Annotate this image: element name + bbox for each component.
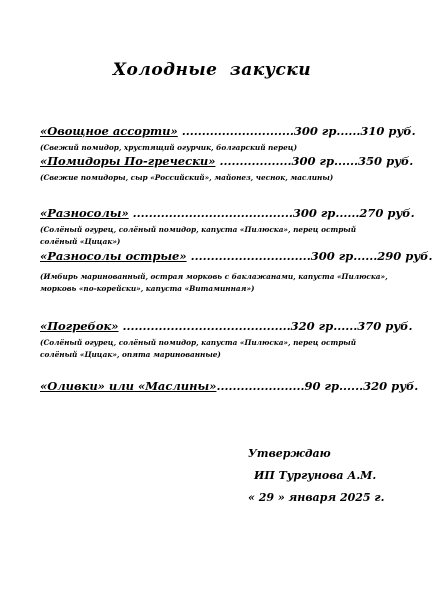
menu-item-dots: ........................................ [128,206,293,220]
menu-item-line [40,206,415,220]
menu-item-description: (Свежий помидор, хрустящий огурчик, болгарский перец) [40,143,298,152]
approval-label: Утверждаю [248,447,331,460]
menu-item-dots: .......................................... [118,319,291,333]
menu-item-name: «Оливки» или «Маслины» [40,379,217,393]
menu-item-name: «Помидоры По-гречески» [40,154,216,168]
menu-item-line [40,319,413,333]
menu-item-name: «Овощное ассорти» [40,124,178,138]
menu-item-line [40,154,414,168]
menu-item-price: 300 гр......310 руб. [293,124,416,138]
menu-item-price: 300 гр......350 руб. [291,154,414,168]
menu-item-dots: ...................... [216,379,305,393]
menu-item-description: (Имбирь маринованный, острая морковь с баклажанами, капуста «Пилюска», морковь «по-корейски», капуста «Витаминная») [40,272,388,293]
menu-item-price: 300 гр......290 руб. [310,249,432,263]
menu-item-name: «Разносолы» [40,206,129,220]
menu-item-dots: .............................. [186,249,311,263]
menu-item [40,124,416,154]
menu-item [40,319,413,360]
menu-item-line [40,379,419,393]
menu-item-description: (Солёный огурец, солёный помидор, капуста «Пилюска», перец острый солёный «Цицак», опята маринованные) [40,338,357,359]
approval-signatory: ИП Тургунова А.М. [254,469,377,482]
menu-item-name: «Погребок» [40,319,119,333]
menu-item [40,206,415,247]
menu-item-price: 90 гр......320 руб. [304,379,419,393]
menu-item-line [40,124,416,138]
menu-item-line [40,249,432,263]
menu-item-name: «Разносолы острые» [40,249,187,263]
menu-item-dots: .................. [215,154,292,168]
menu-item [40,379,419,393]
menu-item-dots: ............................ [177,124,294,138]
menu-item [40,249,432,294]
menu-item-description: (Солёный огурец, солёный помидор, капуста «Пилюска», перец острый солёный «Цицак») [40,225,357,246]
menu-item-description: (Свежие помидоры, сыр «Российский», майонез, чеснок, маслины) [40,173,334,182]
menu-item [40,154,414,184]
menu-item-price: 300 гр......270 руб. [292,206,415,220]
approval-date: « 29 » января 2025 г. [248,491,385,504]
menu-item-price: 320 гр......370 руб. [290,319,413,333]
page-title: Холодные закуски [112,60,312,80]
